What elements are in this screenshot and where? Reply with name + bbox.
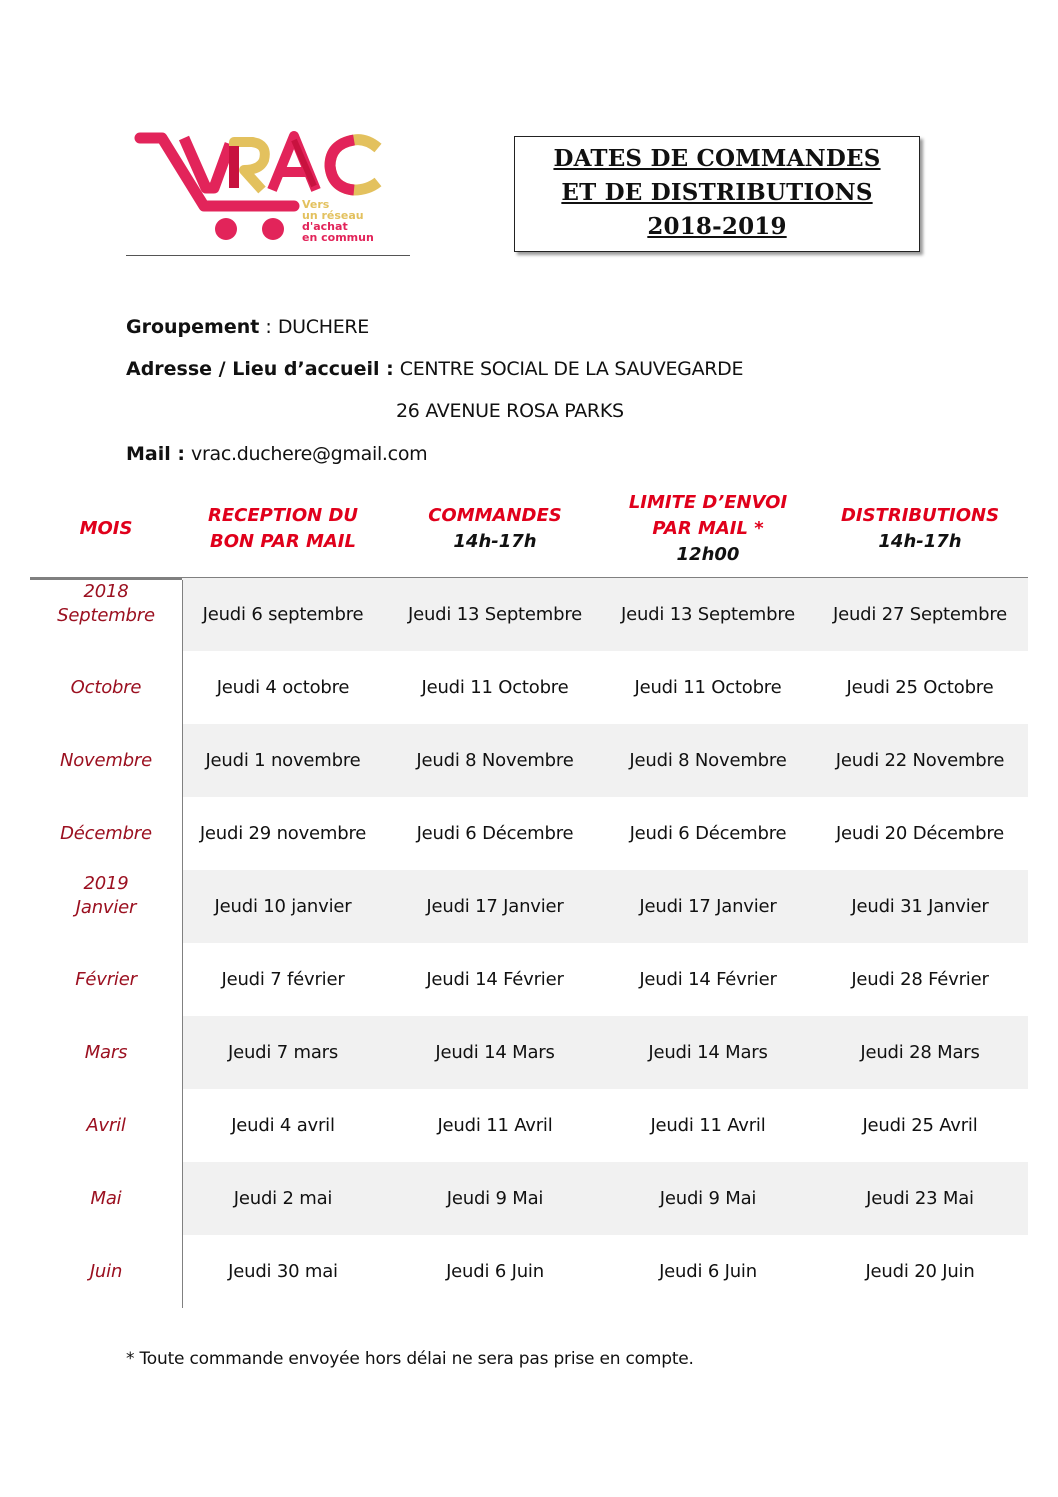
table-row: [30, 724, 1028, 797]
header-mois: [30, 480, 182, 578]
reception-date: Jeudi 6 septembre: [202, 604, 364, 625]
header-reception: [182, 480, 384, 578]
reception-date: Jeudi 7 mars: [227, 1042, 339, 1063]
reception-date: Jeudi 2 mai: [233, 1188, 333, 1209]
commandes-date: Jeudi 17 Janvier: [426, 896, 564, 917]
logo-tagline-1: Vers: [302, 198, 330, 211]
table-row: [30, 1089, 1028, 1162]
mail-line: [126, 443, 427, 465]
commandes-date: Jeudi 14 Mars: [435, 1042, 555, 1063]
adresse-street: 26 AVENUE ROSA PARKS: [396, 400, 624, 422]
commandes-date: Jeudi 6 Juin: [446, 1261, 544, 1282]
distribution-date: Jeudi 28 Mars: [860, 1042, 980, 1063]
shopping-cart-logo-icon: [126, 126, 410, 254]
limite-date: Jeudi 6 Décembre: [629, 823, 787, 844]
limite-date: Jeudi 17 Janvier: [639, 896, 777, 917]
groupement-value: DUCHERE: [277, 316, 370, 338]
limite-date: Jeudi 14 Mars: [648, 1042, 768, 1063]
month-cell: [30, 870, 182, 945]
mail-label: Mail :: [126, 443, 185, 465]
year-label: 2018: [83, 581, 129, 602]
header-limite-line-2: PAR MAIL *: [652, 518, 764, 539]
limite-date: Jeudi 6 Juin: [659, 1261, 757, 1282]
distribution-date: Jeudi 20 Décembre: [835, 823, 1005, 844]
month-label: Mai: [90, 1187, 122, 1209]
table-row: [30, 651, 1028, 724]
reception-date: Jeudi 30 mai: [228, 1261, 338, 1282]
title-line-1: DATES DE COMMANDES: [553, 145, 881, 172]
distribution-date: Jeudi 23 Mai: [866, 1188, 974, 1209]
month-cell: [30, 1089, 182, 1162]
vrac-logo: [126, 126, 410, 256]
logo-tagline-2: un réseau: [302, 209, 364, 222]
column-divider: [182, 580, 183, 1308]
reception-date: Jeudi 4 avril: [231, 1115, 335, 1136]
header-limite: [610, 480, 806, 578]
groupement-separator: :: [259, 316, 278, 338]
table-header: [30, 480, 1028, 578]
groupement-label: Groupement: [126, 316, 260, 338]
month-label: Janvier: [75, 897, 137, 918]
adresse-line-2: [396, 400, 624, 422]
header-reception-line-2: BON PAR MAIL: [210, 531, 356, 552]
month-label: Octobre: [70, 676, 142, 698]
groupement-line: [126, 316, 369, 338]
reception-date: Jeudi 10 janvier: [214, 896, 352, 917]
header-distributions-hours: 14h-17h: [878, 531, 962, 552]
reception-date: Jeudi 29 novembre: [199, 823, 367, 844]
reception-date: Jeudi 4 octobre: [216, 677, 350, 698]
header-limite-hours: 12h00: [676, 544, 740, 565]
table-row: [30, 870, 1028, 943]
month-label: Novembre: [59, 749, 153, 771]
year-label: 2019: [83, 873, 129, 894]
table-row: [30, 578, 1028, 651]
commandes-date: Jeudi 8 Novembre: [416, 750, 574, 771]
commandes-date: Jeudi 9 Mai: [446, 1188, 544, 1209]
header-commandes-label: COMMANDES: [428, 505, 562, 526]
month-label: Mars: [84, 1041, 128, 1063]
commandes-date: Jeudi 13 Septembre: [407, 604, 583, 625]
distribution-date: Jeudi 28 Février: [851, 969, 989, 990]
table-body: [30, 578, 1028, 1308]
distribution-date: Jeudi 25 Avril: [862, 1115, 978, 1136]
month-cell: [30, 578, 182, 653]
month-cell: [30, 943, 182, 1016]
commandes-date: Jeudi 11 Avril: [437, 1115, 553, 1136]
month-label: Avril: [86, 1114, 126, 1136]
header-limite-line-1: LIMITE D’ENVOI: [628, 492, 788, 513]
schedule-table: [30, 480, 1028, 1308]
header-distributions-label: DISTRIBUTIONS: [840, 505, 1000, 526]
distribution-date: Jeudi 25 Octobre: [846, 677, 994, 698]
distribution-date: Jeudi 27 Septembre: [832, 604, 1008, 625]
month-cell: [30, 724, 182, 797]
adresse-label: Adresse / Lieu d’accueil :: [126, 358, 394, 380]
month-cell: [30, 1235, 182, 1308]
month-cell: [30, 797, 182, 870]
adresse-line: [126, 358, 743, 380]
title-line-3: 2018-2019: [647, 213, 787, 240]
header-commandes: [395, 480, 595, 578]
table-row: [30, 797, 1028, 870]
limite-date: Jeudi 11 Octobre: [634, 677, 782, 698]
month-label: Février: [75, 968, 137, 990]
document-title-box: [514, 136, 920, 252]
commandes-date: Jeudi 14 Février: [426, 969, 564, 990]
distribution-date: Jeudi 20 Juin: [865, 1261, 975, 1282]
header-distributions: [820, 480, 1020, 578]
month-cell: [30, 1016, 182, 1089]
header-reception-line-1: RECEPTION DU: [207, 505, 359, 526]
limite-date: Jeudi 14 Février: [639, 969, 777, 990]
table-row: [30, 1235, 1028, 1308]
adresse-value: CENTRE SOCIAL DE LA SAUVEGARDE: [399, 358, 744, 380]
month-cell: [30, 651, 182, 724]
logo-tagline-4: en commun: [302, 231, 374, 244]
commandes-date: Jeudi 6 Décembre: [416, 823, 574, 844]
reception-date: Jeudi 1 novembre: [205, 750, 361, 771]
limite-date: Jeudi 11 Avril: [650, 1115, 766, 1136]
table-row: [30, 1162, 1028, 1235]
month-label: Juin: [89, 1260, 123, 1282]
distribution-date: Jeudi 22 Novembre: [835, 750, 1005, 771]
reception-date: Jeudi 7 février: [221, 969, 345, 990]
header-commandes-hours: 14h-17h: [453, 531, 537, 552]
title-line-2: ET DE DISTRIBUTIONS: [561, 179, 873, 206]
limite-date: Jeudi 8 Novembre: [629, 750, 787, 771]
commandes-date: Jeudi 11 Octobre: [421, 677, 569, 698]
limite-date: Jeudi 13 Septembre: [620, 604, 796, 625]
footnote: * Toute commande envoyée hors délai ne sera pas prise en compte.: [126, 1349, 694, 1369]
month-label: Septembre: [57, 605, 155, 626]
mail-value: vrac.duchere@gmail.com: [191, 443, 428, 465]
month-cell: [30, 1162, 182, 1235]
header-mois-label: MOIS: [79, 518, 133, 539]
table-row: [30, 1016, 1028, 1089]
logo-tagline-3: d'achat: [302, 220, 348, 233]
limite-date: Jeudi 9 Mai: [659, 1188, 757, 1209]
table-row: [30, 943, 1028, 1016]
month-label: Décembre: [60, 822, 152, 844]
distribution-date: Jeudi 31 Janvier: [851, 896, 989, 917]
